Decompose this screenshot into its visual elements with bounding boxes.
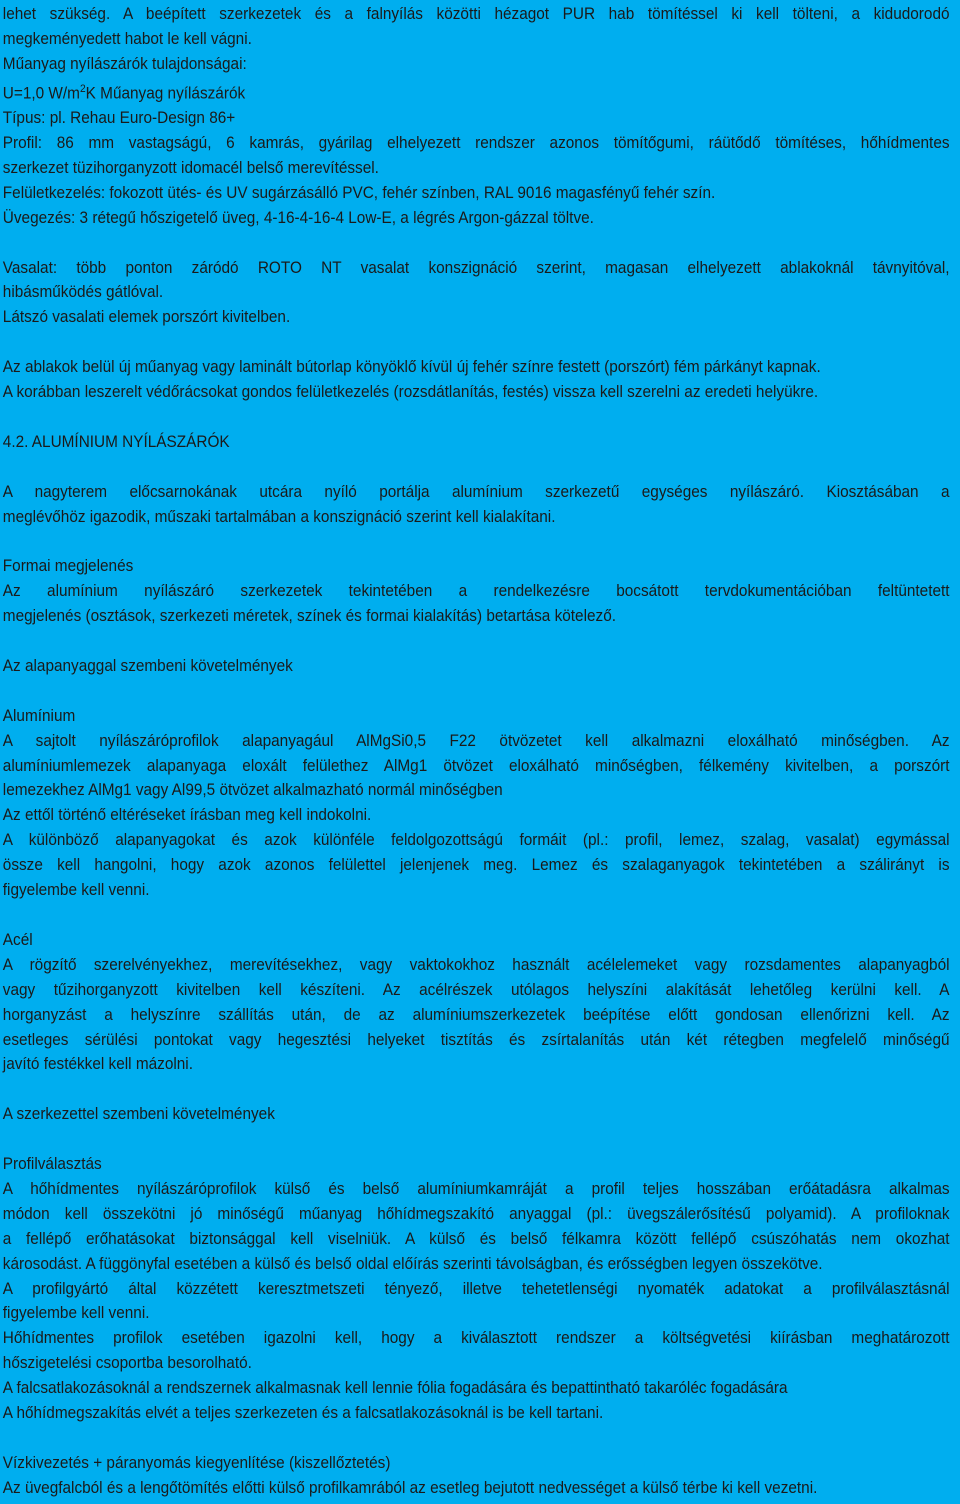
- text-line: szerkezet tüzihorganyzott idomacél belső merevítéssel.: [2, 158, 379, 177]
- text-line: A rögzítő szerelvényekhez, merevítésekhez, vagy vaktokokhoz használt acélelemeket vagy rozsdamentes alapanyagból: [2, 955, 950, 974]
- text-line: figyelembe kell venni.: [2, 881, 150, 900]
- blank-line: [3, 679, 950, 704]
- text-line: vagy tűzihorganyzott kivitelben kell készíteni. Az acélrészek utólagos helyszíni alakítását lehetőleg kerülni kell. A: [2, 980, 950, 999]
- text-line: össze kell hangolni, hogy azok azonos felülettel jelenjenek meg. Lemez és szalaganyagok tekintetében a szálirányt is: [2, 856, 950, 875]
- text-line: javító festékkel kell mázolni.: [2, 1055, 193, 1074]
- superscript: 2: [79, 82, 86, 95]
- text-line: Az alapanyaggal szembeni követelmények: [2, 656, 293, 675]
- text-line: Profilválasztás: [2, 1155, 102, 1174]
- text-line: A profilgyártó által közzétett keresztmetszeti tényező, illetve tehetetlenségi nyomaték adatokat a profilválasztásnál: [2, 1279, 950, 1298]
- blank-line: [3, 1127, 950, 1152]
- text-line: károsodást. A függönyfal esetében a külső és belső oldal előírás szerinti távolságban, és erősségben legyen összekötve.: [2, 1254, 823, 1273]
- text-line: alumíniumlemezek alapanyaga eloxált felülethez AlMg1 ötvözet eloxálható minőségben, félkemény kivitelben, a porszórt: [2, 756, 950, 775]
- text-line: esetleges sérülési pontokat vagy hegesztési helyeket tisztítás és zsírtalanítás után két rétegben megfelelő minőségű: [2, 1030, 950, 1049]
- text-line: módon kell összekötni jó minőségű műanyag hőhídmegszakító anyaggal (pl.: üvegszálerősítésű polyamid). A profiloknak: [2, 1204, 950, 1223]
- text-line: Az ettől történő eltéréseket írásban meg kell indokolni.: [2, 806, 372, 825]
- blank-line: [3, 231, 950, 256]
- text-line: A szerkezettel szembeni követelmények: [2, 1105, 275, 1124]
- document-page: [0, 2, 953, 1504]
- blank-line: [3, 330, 950, 355]
- text-line: Vasalat: több ponton záródó ROTO NT vasalat konszignáció szerint, magasan elhelyezett ablakoknál távnyitóval,: [2, 258, 950, 277]
- text-line: Profil: 86 mm vastagságú, 6 kamrás, gyárilag elhelyezett rendszer azonos tömítőgumi, ráütődő tömítéses, hőhídmentes: [2, 134, 950, 153]
- text-line: Az üvegfalcból és a lengőtömítés előtti külső profilkamrából az esetleg bejutott nedvességet a külső térbe ki kell vezetni.: [2, 1478, 818, 1497]
- blank-line: [3, 405, 950, 430]
- text-line: meglévőhöz igazodik, műszaki tartalmában a konszignáció szerint kell kialakítani.: [2, 507, 556, 526]
- text-line: A falcsatlakozásoknál a rendszernek alkalmasnak kell lennie fólia fogadására és bepattintható takaróléc fogadására: [2, 1379, 788, 1398]
- text-line: Vízkivezetés + páranyomás kiegyenlítése (kiszellőztetés): [2, 1453, 391, 1472]
- blank-line: [3, 1077, 950, 1102]
- text-line: hőszigetelési csoportba besorolható.: [2, 1354, 252, 1373]
- text-line: 4.2. ALUMÍNIUM NYÍLÁSZÁRÓK: [2, 432, 230, 451]
- text-line: Látszó vasalati elemek porszórt kivitelben.: [2, 308, 291, 327]
- blank-line: [3, 455, 950, 480]
- text-line: lemezekhez AlMg1 vagy Al99,5 ötvözet alkalmazható normál minőségben: [2, 781, 503, 800]
- text-line: figyelembe kell venni.: [2, 1304, 150, 1323]
- blank-line: [3, 629, 950, 654]
- text-line: Hőhídmentes profilok esetében igazolni kell, hogy a kiválasztott rendszer a költségvetési kiírásban meghatározott: [2, 1329, 950, 1348]
- text-line: megkeményedett habot le kell vágni.: [2, 29, 252, 48]
- blank-line: [3, 1426, 950, 1451]
- text-line: hibásműködés gátlóval.: [2, 283, 164, 302]
- text-line: A nagyterem előcsarnokának utcára nyíló portálja alumínium szerkezetű egységes nyílászáró. Kiosztásában a: [2, 482, 950, 501]
- text-line: A korábban leszerelt védőrácsokat gondos felületkezelés (rozsdátlanítás, festés) vissza kell szerelni az eredeti helyükre.: [2, 383, 819, 402]
- text-line: Típus: pl. Rehau Euro-Design 86+: [2, 109, 236, 128]
- text-line: Műanyag nyílászárók tulajdonságai:: [2, 54, 247, 73]
- text-line: A sajtolt nyílászáróprofilok alapanyagául AlMgSi0,5 F22 ötvözetet kell alkalmazni eloxálható minőségben. Az: [2, 731, 950, 750]
- text-line: Alumínium: [2, 706, 76, 725]
- text-line: Az alumínium nyílászáró szerkezetek tekintetében a rendelkezésre bocsátott tervdokumentációban feltüntetett: [2, 582, 950, 601]
- blank-line: [3, 903, 950, 928]
- text-line: U=1,0 $W/m^2K$ Műanyag nyílászárók: [2, 82, 246, 103]
- text-line: Az ablakok belül új műanyag vagy laminált bútorlap könyöklő kívül új fehér színre festett (porszórt) fém párkányt kapnak.: [2, 358, 821, 377]
- blank-line: [3, 529, 950, 554]
- text-line: lehet szükség. A beépített szerkezetek és a falnyílás közötti hézagot PUR hab tömítéssel ki kell tölteni, a kidudorodó: [2, 5, 950, 23]
- text-line: Felületkezelés: fokozott ütés- és UV sugárzásálló PVC, fehér színben, RAL 9016 magasfényű fehér szín.: [2, 183, 716, 202]
- text-line: horganyzást a helyszínre szállítás után, de az alumíniumszerkezetek beépítése előtt gondosan ellenőrizni kell. Az: [2, 1005, 950, 1024]
- text-line: A különböző alapanyagokat és azok különféle feldolgozottságú formáit (pl.: profil, lemez, szalag, vasalat) egymással: [2, 831, 950, 850]
- text-line: a fellépő erőhatásokat biztonsággal kell viselniük. A külső és belső félkamra között fellépő csúszóhatás nem okozhat: [2, 1229, 950, 1248]
- text-line: Acél: [2, 930, 33, 949]
- text-line: A hőhídmentes nyílászáróprofilok külső és belső alumíniumkamráját a profil teljes hosszában erőátadásra alkalmas: [2, 1179, 950, 1198]
- text-line: Formai megjelenés: [2, 557, 134, 576]
- text-line: A hőhídmegszakítás elvét a teljes szerkezeten és a falcsatlakozásoknál is be kell tartani.: [2, 1404, 604, 1423]
- text-line: megjelenés (osztások, szerkezeti méretek, színek és formai kialakítás) betartása kötelező.: [2, 607, 617, 626]
- text-line: Üvegezés: 3 rétegű hőszigetelő üveg, 4-16-4-16-4 Low-E, a légrés Argon-gázzal töltve.: [2, 208, 594, 227]
